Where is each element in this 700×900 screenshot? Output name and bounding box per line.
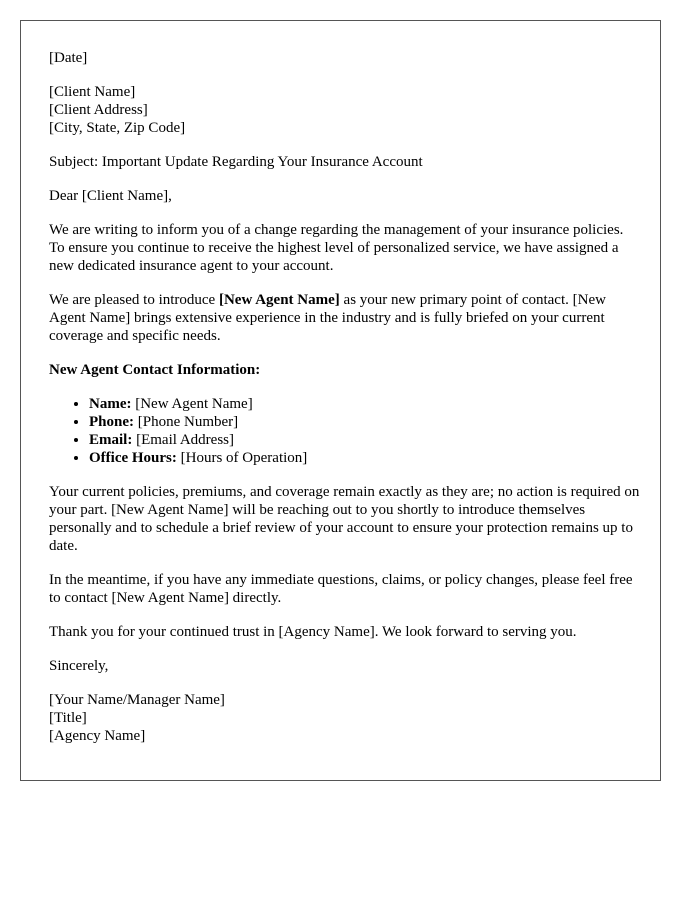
subject-line: Subject: Important Update Regarding Your Insurance Account (49, 154, 423, 170)
letter-page (20, 20, 661, 781)
contact-label: Office Hours: (89, 450, 177, 466)
salutation: Dear [Client Name], (49, 188, 172, 204)
contact-value: [New Agent Name] (131, 396, 253, 412)
contact-item-email (89, 431, 640, 449)
new-agent-name-bold: [New Agent Name] (218, 292, 340, 308)
contact-info-heading (49, 361, 640, 379)
contact-info-heading-text: New Agent Contact Information: (49, 362, 261, 378)
contact-value: [Phone Number] (134, 414, 239, 430)
paragraph-no-action-required: Your current policies, premiums, and coverage remain exactly as they are; no action is required on your part. [New Agent Name] will be reaching out to you shortly to introduce themselves personally and to schedule a brief review of your account to ensure your protection remains up to date. (49, 484, 640, 554)
contact-value: [Email Address] (132, 432, 234, 448)
closing: Sincerely, (49, 658, 109, 674)
recipient-name: [Client Name] (49, 84, 136, 100)
contact-item-name (89, 395, 640, 413)
contact-label: Name: (89, 396, 132, 412)
date-block (49, 49, 640, 67)
paragraph-thank-you: Thank you for your continued trust in [Agency Name]. We look forward to serving you. (49, 624, 577, 640)
signature-agency: [Agency Name] (49, 728, 146, 744)
contact-value: [Hours of Operation] (176, 450, 308, 466)
contact-info-list (49, 395, 640, 467)
paragraph-agent-introduction (49, 291, 640, 345)
contact-item-office-hours (89, 449, 640, 467)
date-line: [Date] (49, 50, 88, 66)
contact-item-phone (89, 413, 640, 431)
signature-name: [Your Name/Manager Name] (49, 692, 225, 708)
paragraph-change-notice: We are writing to inform you of a change regarding the management of your insurance policies. To ensure you continue to receive the highest level of personalized service, we have assigned a new dedicated insurance agent to your account. (49, 222, 624, 274)
recipient-address-block (49, 83, 640, 137)
signature-title: [Title] (49, 710, 87, 726)
intro-text-after: as your new primary point of contact. [New Agent Name] brings extensive experience in the industry and is fully briefed on your current coverage and specific needs. (49, 292, 606, 344)
recipient-address: [Client Address] (49, 102, 148, 118)
signature-block (49, 691, 640, 745)
intro-text-before: We are pleased to introduce (49, 292, 219, 308)
recipient-city-state-zip: [City, State, Zip Code] (49, 120, 186, 136)
contact-label: Phone: (89, 414, 134, 430)
paragraph-questions: In the meantime, if you have any immediate questions, claims, or policy changes, please feel free to contact [New Agent Name] directly. (49, 572, 633, 606)
contact-label: Email: (89, 432, 133, 448)
